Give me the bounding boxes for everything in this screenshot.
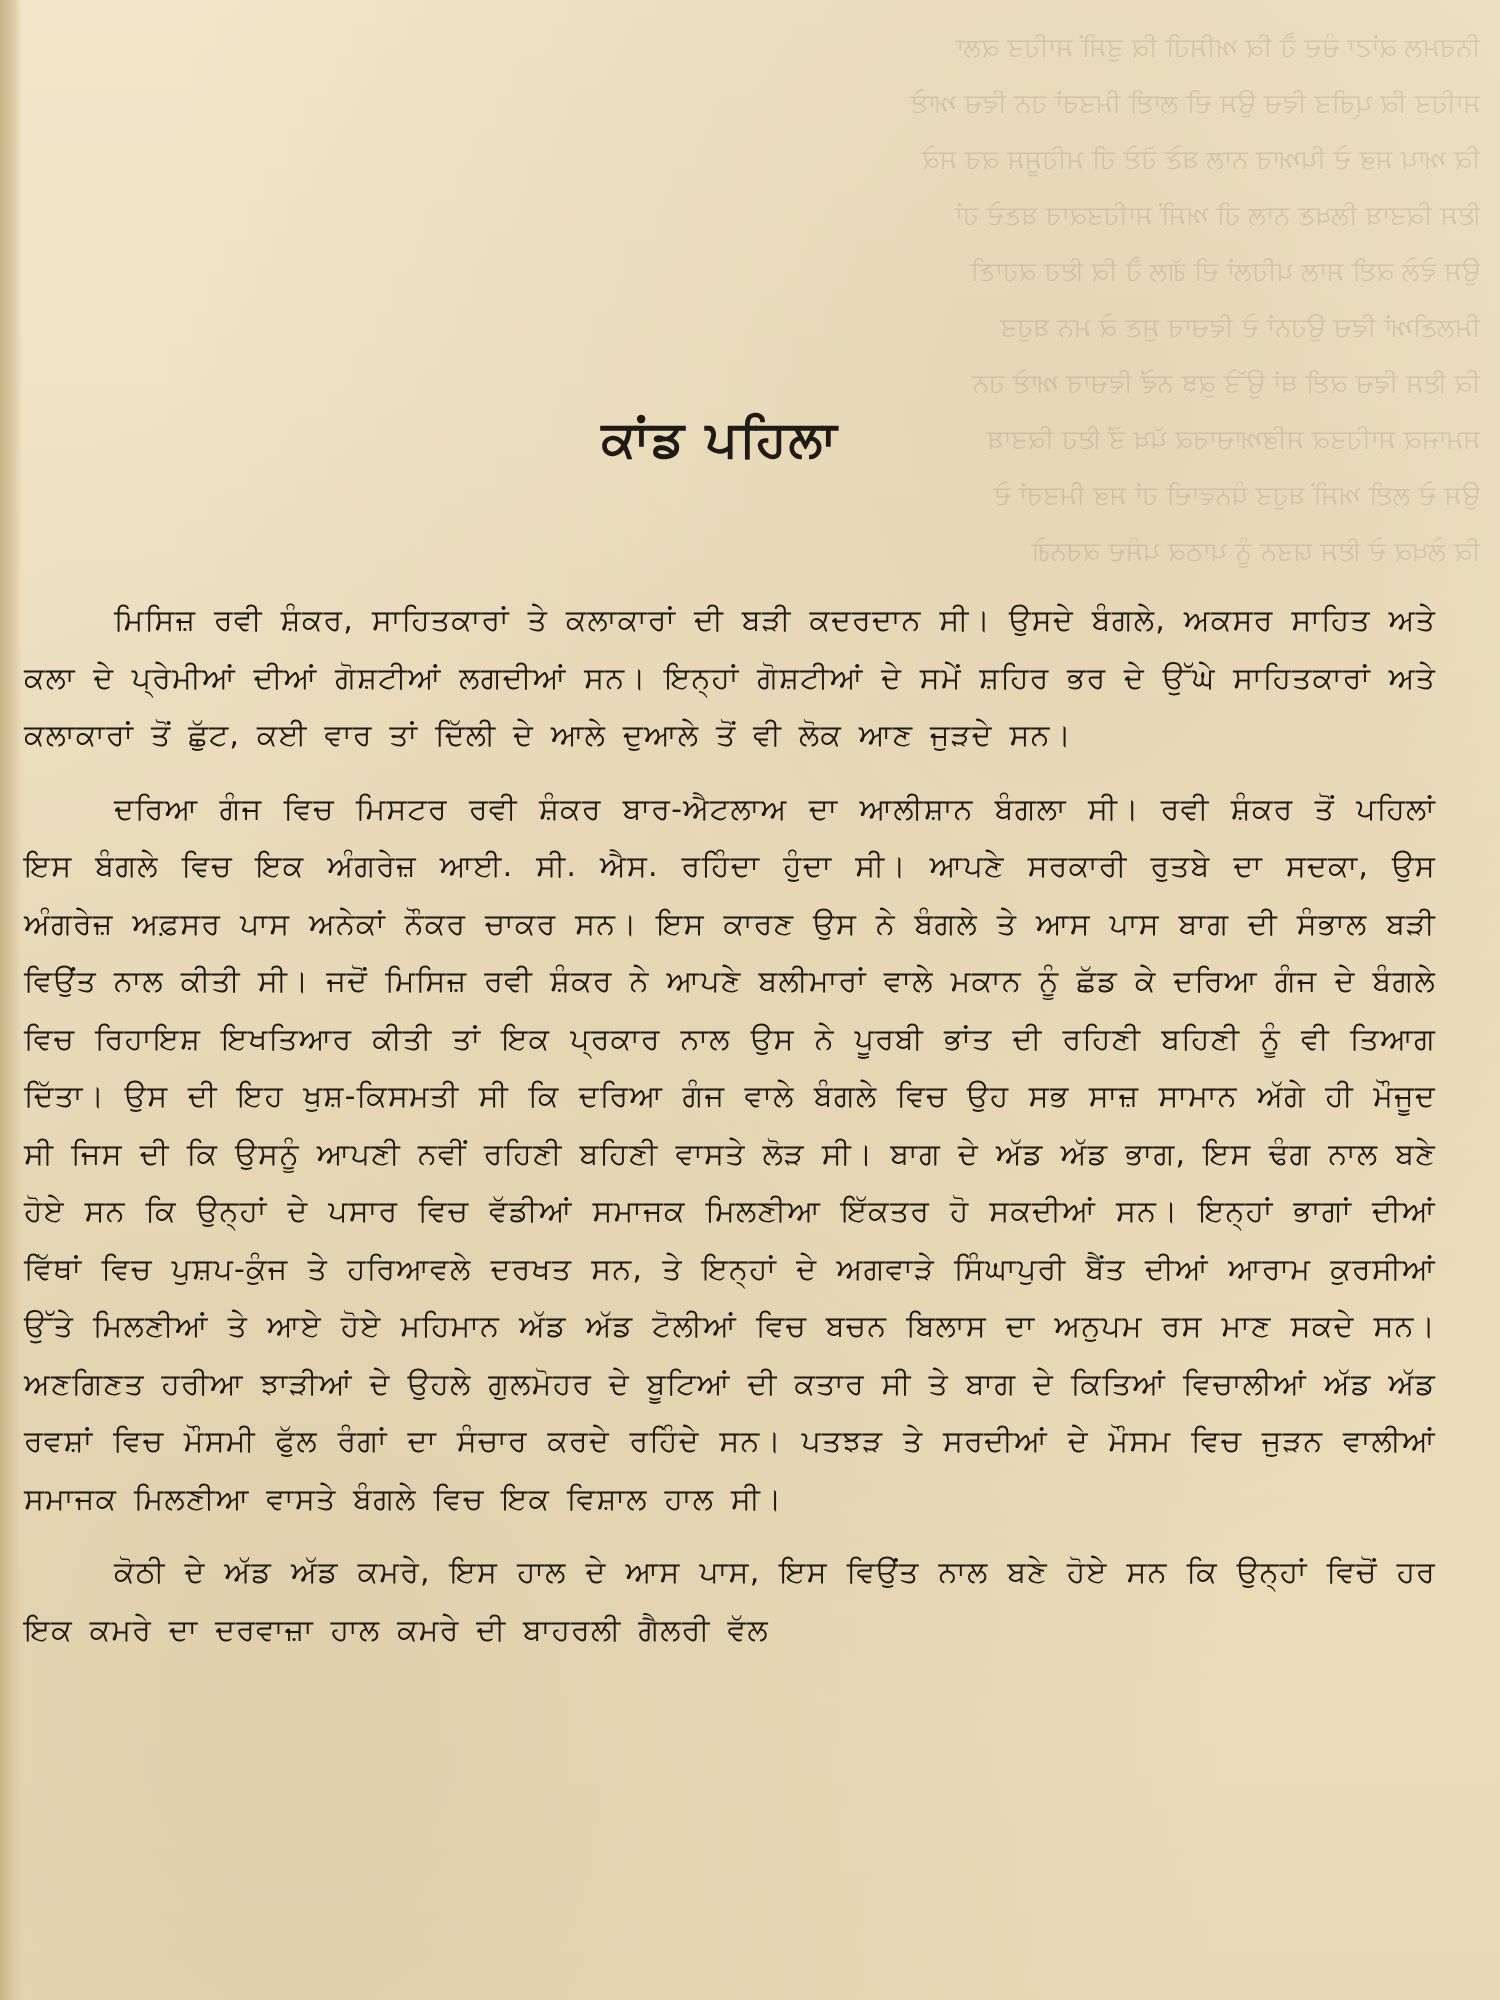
- bleed-line: ਉਸ ਵੇਲੇ ਕਈ ਸਾਲ ਪਹਿਲਾਂ ਦੀ ਗੱਲ ਹੈ ਕਿ ਇਹ ਕਹਾਣੀ: [969, 257, 1480, 287]
- reverse-side-bleed-through: [440, 20, 1480, 580]
- paragraph-3: ਕੋਠੀ ਦੇ ਅੱਡ ਅੱਡ ਕਮਰੇ, ਇਸ ਹਾਲ ਦੇ ਆਸ ਪਾਸ, ਇਸ ਵਿਉਂਤ ਨਾਲ ਬਣੇ ਹੋਏ ਸਨ ਕਿ ਉਨ੍ਹਾਂ ਵਿਚੋਂ ਹਰ ਇਕ ਕਮਰੇ ਦਾ ਦਰਵਾਜ਼ਾ ਹਾਲ ਕਮਰੇ ਦੀ ਬਾਹਰਲੀ ਗੈਲਰੀ ਵੱਲ: [24, 1555, 1436, 1648]
- bleed-line: ਸਾਹਿਤ ਕਿ ਪ੍ਰੀਤ ਵਿਚ ਉਸ ਦੀ ਲਾਈ ਮਿਤਰਾਂ ਹਨ ਵਿਚ ਆਏ: [910, 89, 1480, 119]
- bleed-line: ਮਿਲਣੀਆਂ ਵਿਚ ਉਹਨਾਂ ਦੇ ਵਿਚਾਰ ਸੁਣ ਕੇ ਮਨ ਬਹੁਤ: [1000, 313, 1480, 343]
- bleed-line: ਕਿ ਇਸ ਵਿਚ ਕਈ ਥਾਂ ਉੱਤੇ ਕੁਝ ਨਵੇਂ ਵਿਚਾਰ ਆਏ ਹਨ: [972, 369, 1480, 399]
- bleed-line: ਇਸ ਕਿਤਾਬ ਲਿਖਣ ਨਾਲ ਹੀ ਅਸੀਂ ਸਾਹਿਤਕਾਰ ਬਣਦੇ ਹਾਂ: [954, 201, 1480, 231]
- page-gutter-shadow: [0, 0, 22, 2000]
- bleed-line: ਕਿ ਲੇਖਕ ਦੇ ਇਸ ਯਤਨ ਨੂੰ ਪਾਠਕ ਪਸੰਦ ਕਰਨਗੇ: [1031, 537, 1480, 567]
- chapter-title: ਕਾਂਡ ਪਹਿਲਾ: [601, 410, 839, 468]
- chapter-body: [24, 592, 1436, 1659]
- bleed-line: ਉਸ ਦੇ ਲਈ ਅਸੀਂ ਬਹੁਤ ਧੰਨਵਾਦੀ ਹਾਂ ਸਭ ਮਿਤਰਾਂ ਦੇ: [993, 481, 1480, 511]
- bleed-line: ਨਿਰਮਲ ਕਾਂਟਾ ਚੰਦ ਹੈ ਕਿ ਅਸਿਹੀ ਕਿ ਤੁਸੀਂ ਸਾਹਿਤ ਕਲਾ: [955, 33, 1480, 63]
- bleed-line: ਸਮਾਜਕ ਸਾਹਿਤਕ ਸਭਿਆਚਾਰਕ ਪੱਖ ਤੋਂ ਇਹ ਕਿਤਾਬ: [986, 425, 1480, 455]
- paragraph-2: ਦਰਿਆ ਗੰਜ ਵਿਚ ਮਿਸਟਰ ਰਵੀ ਸ਼ੰਕਰ ਬਾਰ-ਐਟਲਾਅ ਦਾ ਆਲੀਸ਼ਾਨ ਬੰਗਲਾ ਸੀ। ਰਵੀ ਸ਼ੰਕਰ ਤੋਂ ਪਹਿਲਾਂ ਇਸ ਬੰਗਲੇ ਵਿਚ ਇਕ ਅੰਗਰੇਜ਼ ਆਈ. ਸੀ. ਐਸ. ਰਹਿੰਦਾ ਹੁੰਦਾ ਸੀ। ਆਪਣੇ ਸਰਕਾਰੀ ਰੁਤਬੇ ਦਾ ਸਦਕਾ, ਉਸ ਅੰਗਰੇਜ਼ ਅਫ਼ਸਰ ਪਾਸ ਅਨੇਕਾਂ ਨੌਕਰ ਚਾਕਰ ਸਨ। ਇਸ ਕਾਰਣ ਉਸ ਨੇ ਬੰਗਲੇ ਤੇ ਆਸ ਪਾਸ ਬਾਗ ਦੀ ਸੰਭਾਲ ਬੜੀ ਵਿਉਂਤ ਨਾਲ ਕੀਤੀ ਸੀ। ਜਦੋਂ ਮਿਸਿਜ਼ ਰਵੀ ਸ਼ੰਕਰ ਨੇ ਆਪਣੇ ਬਲੀਮਾਰਾਂ ਵਾਲੇ ਮਕਾਨ ਨੂੰ ਛੱਡ ਕੇ ਦਰਿਆ ਗੰਜ ਦੇ ਬੰਗਲੇ ਵਿਚ ਰਿਹਾਇਸ਼ ਇਖਤਿਆਰ ਕੀਤੀ ਤਾਂ ਇਕ ਪ੍ਰਕਾਰ ਨਾਲ ਉਸ ਨੇ ਪੂਰਬੀ ਭਾਂਤ ਦੀ ਰਹਿਣੀ ਬਹਿਣੀ ਨੂੰ ਵੀ ਤਿਆਗ ਦਿੱਤਾ। ਉਸ ਦੀ ਇਹ ਖੁਸ਼-ਕਿਸਮਤੀ ਸੀ ਕਿ ਦਰਿਆ ਗੰਜ ਵਾਲੇ ਬੰਗਲੇ ਵਿਚ ਉਹ ਸਭ ਸਾਜ਼ ਸਾਮਾਨ ਅੱਗੇ ਹੀ ਮੌਜੂਦ ਸੀ ਜਿਸ ਦੀ ਕਿ ਉਸਨੂੰ ਆਪਣੀ ਨਵੀਂ ਰਹਿਣੀ ਬਹਿਣੀ ਵਾਸਤੇ ਲੋੜ ਸੀ। ਬਾਗ ਦੇ ਅੱਡ ਅੱਡ ਭਾਗ, ਇਸ ਢੰਗ ਨਾਲ ਬਣੇ ਹੋਏ ਸਨ ਕਿ ਉਨ੍ਹਾਂ ਦੇ ਪਸਾਰ ਵਿਚ ਵੱਡੀਆਂ ਸਮਾਜਕ ਮਿਲਣੀਆ ਇੱਕਤਰ ਹੋ ਸਕਦੀਆਂ ਸਨ। ਇਨ੍ਹਾਂ ਭਾਗਾਂ ਦੀਆਂ ਵਿੱਥਾਂ ਵਿਚ ਪੁਸ਼ਪ-ਕੁੰਜ ਤੇ ਹਰਿਆਵਲੇ ਦਰਖਤ ਸਨ, ਤੇ ਇਨ੍ਹਾਂ ਦੇ ਅਗਵਾੜੇ ਸਿੰਘਾਪੁਰੀ ਬੈਂਤ ਦੀਆਂ ਆਰਾਮ ਕੁਰਸੀਆਂ ਉੱਤੇ ਮਿਲਣੀਆਂ ਤੇ ਆਏ ਹੋਏ ਮਹਿਮਾਨ ਅੱਡ ਅੱਡ ਟੋਲੀਆਂ ਵਿਚ ਬਚਨ ਬਿਲਾਸ ਦਾ ਅਨੁਪਮ ਰਸ ਮਾਣ ਸਕਦੇ ਸਨ। ਅਣਗਿਣਤ ਹਰੀਆ ਝਾੜੀਆਂ ਦੇ ਉਹਲੇ ਗੁਲਮੋਹਰ ਦੇ ਬੂਟਿਆਂ ਦੀ ਕਤਾਰ ਸੀ ਤੇ ਬਾਗ ਦੇ ਕਿਤਿਆਂ ਵਿਚਾਲੀਆਂ ਅੱਡ ਅੱਡ ਰਵਸ਼ਾਂ ਵਿਚ ਮੌਸਮੀ ਫੁੱਲ ਰੰਗਾਂ ਦਾ ਸੰਚਾਰ ਕਰਦੇ ਰਹਿੰਦੇ ਸਨ। ਪਤਝੜ ਤੇ ਸਰਦੀਆਂ ਦੇ ਮੌਸਮ ਵਿਚ ਜੁੜਨ ਵਾਲੀਆਂ ਸਮਾਜਕ ਮਿਲਣੀਆ ਵਾਸਤੇ ਬੰਗਲੇ ਵਿਚ ਇਕ ਵਿਸ਼ਾਲ ਹਾਲ ਸੀ।: [24, 791, 1436, 1517]
- bleed-line: ਕਿ ਆਪ ਸਭ ਦੇ ਪਿਆਰ ਨਾਲ ਬਣੇ ਹੋਏ ਹੀ ਮਹਿਸੂਸ ਕਰ ਸਕੇ: [921, 145, 1480, 175]
- paragraph-1: ਮਿਸਿਜ਼ ਰਵੀ ਸ਼ੰਕਰ, ਸਾਹਿਤਕਾਰਾਂ ਤੇ ਕਲਾਕਾਰਾਂ ਦੀ ਬੜੀ ਕਦਰਦਾਨ ਸੀ। ਉਸਦੇ ਬੰਗਲੇ, ਅਕਸਰ ਸਾਹਿਤ ਅਤੇ ਕਲਾ ਦੇ ਪ੍ਰੇਮੀਆਂ ਦੀਆਂ ਗੋਸ਼ਟੀਆਂ ਲਗਦੀਆਂ ਸਨ। ਇਨ੍ਹਾਂ ਗੋਸ਼ਟੀਆਂ ਦੇ ਸਮੇਂ ਸ਼ਹਿਰ ਭਰ ਦੇ ਉੱਘੇ ਸਾਹਿਤਕਾਰਾਂ ਅਤੇ ਕਲਾਕਾਰਾਂ ਤੋਂ ਛੁੱਟ, ਕਈ ਵਾਰ ਤਾਂ ਦਿੱਲੀ ਦੇ ਆਲੇ ਦੁਆਲੇ ਤੋਂ ਵੀ ਲੋਕ ਆਣ ਜੁੜਦੇ ਸਨ।: [24, 603, 1436, 753]
